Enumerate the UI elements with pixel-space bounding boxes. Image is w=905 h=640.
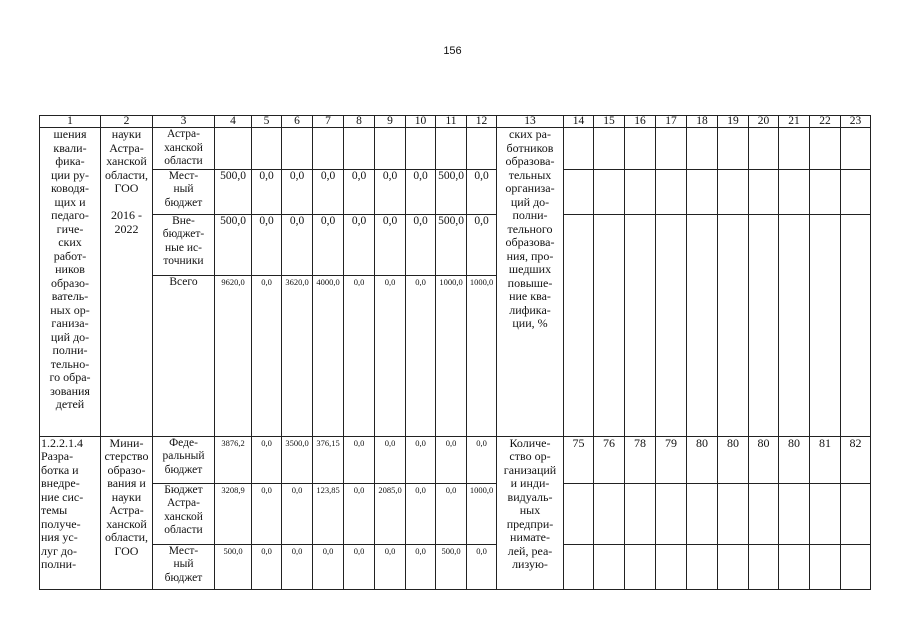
activity-cell: 1.2.2.1.4 Разра- ботка и внедре- ние сис- темы получе- ния ус- луг до- полни- bbox=[40, 436, 101, 589]
value-cell: 0,0 bbox=[313, 544, 344, 589]
target-cell bbox=[564, 169, 594, 214]
value-cell: 0,0 bbox=[344, 275, 375, 436]
header-cell: 15 bbox=[594, 116, 625, 128]
value-cell: 1000,0 bbox=[436, 275, 467, 436]
value-cell: 500,0 bbox=[215, 544, 252, 589]
target-cell bbox=[810, 483, 841, 544]
target-cell bbox=[841, 483, 871, 544]
target-cell: 76 bbox=[594, 436, 625, 483]
indicator-cell: Количе- ство ор- ганизаций и инди- видуаль- ных предпри- нимате- лей, реа- лизую- bbox=[497, 436, 564, 589]
funding-source-cell: Феде- ральный бюджет bbox=[153, 436, 215, 483]
value-cell: 3876,2 bbox=[215, 436, 252, 483]
table-row bbox=[40, 544, 871, 589]
executor-cell: науки Астра- ханской области, ГОО 2016 - 2022 bbox=[101, 128, 153, 437]
header-row bbox=[40, 116, 871, 128]
target-cell bbox=[779, 483, 810, 544]
value-cell: 500,0 bbox=[215, 169, 252, 214]
value-cell: 0,0 bbox=[252, 436, 282, 483]
value-cell: 0,0 bbox=[467, 544, 497, 589]
target-cell bbox=[625, 169, 656, 214]
table-row bbox=[40, 214, 871, 275]
header-cell: 8 bbox=[344, 116, 375, 128]
value-cell: 376,15 bbox=[313, 436, 344, 483]
budget-table bbox=[39, 115, 871, 590]
target-cell bbox=[841, 214, 871, 436]
target-cell bbox=[687, 214, 718, 436]
header-cell: 23 bbox=[841, 116, 871, 128]
target-cell bbox=[687, 544, 718, 589]
target-cell: 79 bbox=[656, 436, 687, 483]
funding-source-cell: Мест- ный бюджет bbox=[153, 544, 215, 589]
header-cell: 9 bbox=[375, 116, 406, 128]
target-cell bbox=[656, 483, 687, 544]
value-cell: 0,0 bbox=[344, 169, 375, 214]
table-row bbox=[40, 483, 871, 544]
value-cell: 0,0 bbox=[252, 275, 282, 436]
value-cell: 0,0 bbox=[406, 275, 436, 436]
value-cell: 0,0 bbox=[344, 436, 375, 483]
value-cell: 0,0 bbox=[282, 214, 313, 275]
target-cell bbox=[594, 128, 625, 170]
header-cell: 18 bbox=[687, 116, 718, 128]
target-cell bbox=[656, 128, 687, 170]
header-cell: 6 bbox=[282, 116, 313, 128]
table-row bbox=[40, 169, 871, 214]
target-cell bbox=[841, 169, 871, 214]
header-cell: 19 bbox=[718, 116, 749, 128]
header-cell: 5 bbox=[252, 116, 282, 128]
table-row bbox=[40, 436, 871, 483]
value-cell: 0,0 bbox=[282, 483, 313, 544]
value-cell: 123,85 bbox=[313, 483, 344, 544]
value-cell: 0,0 bbox=[406, 436, 436, 483]
target-cell bbox=[718, 544, 749, 589]
value-cell bbox=[344, 128, 375, 170]
target-cell bbox=[718, 169, 749, 214]
value-cell bbox=[436, 128, 467, 170]
target-cell bbox=[656, 214, 687, 436]
target-cell: 81 bbox=[810, 436, 841, 483]
value-cell: 0,0 bbox=[344, 483, 375, 544]
table-row bbox=[40, 128, 871, 170]
value-cell: 0,0 bbox=[282, 544, 313, 589]
value-cell: 0,0 bbox=[375, 275, 406, 436]
value-cell bbox=[406, 128, 436, 170]
value-cell: 0,0 bbox=[252, 169, 282, 214]
value-cell: 0,0 bbox=[344, 214, 375, 275]
funding-source-cell: Всего bbox=[153, 275, 215, 436]
header-cell: 21 bbox=[779, 116, 810, 128]
header-cell: 4 bbox=[215, 116, 252, 128]
target-cell bbox=[656, 544, 687, 589]
funding-source-cell: Астра- ханской области bbox=[153, 128, 215, 170]
value-cell: 0,0 bbox=[436, 483, 467, 544]
value-cell: 1000,0 bbox=[467, 483, 497, 544]
target-cell bbox=[687, 169, 718, 214]
value-cell: 0,0 bbox=[344, 544, 375, 589]
page-number: 156 bbox=[443, 45, 462, 57]
value-cell: 4000,0 bbox=[313, 275, 344, 436]
value-cell: 0,0 bbox=[467, 169, 497, 214]
target-cell bbox=[564, 544, 594, 589]
value-cell: 0,0 bbox=[467, 436, 497, 483]
value-cell: 0,0 bbox=[282, 169, 313, 214]
target-cell bbox=[810, 128, 841, 170]
value-cell bbox=[375, 128, 406, 170]
value-cell: 0,0 bbox=[252, 214, 282, 275]
value-cell bbox=[313, 128, 344, 170]
header-cell: 12 bbox=[467, 116, 497, 128]
header-cell: 10 bbox=[406, 116, 436, 128]
target-cell: 75 bbox=[564, 436, 594, 483]
target-cell bbox=[625, 483, 656, 544]
header-cell: 16 bbox=[625, 116, 656, 128]
target-cell bbox=[749, 544, 779, 589]
value-cell: 1000,0 bbox=[467, 275, 497, 436]
target-cell bbox=[687, 483, 718, 544]
value-cell: 2085,0 bbox=[375, 483, 406, 544]
header-cell: 7 bbox=[313, 116, 344, 128]
target-cell bbox=[749, 214, 779, 436]
header-cell: 3 bbox=[153, 116, 215, 128]
value-cell: 500,0 bbox=[215, 214, 252, 275]
value-cell: 0,0 bbox=[406, 169, 436, 214]
value-cell: 0,0 bbox=[375, 169, 406, 214]
target-cell: 80 bbox=[718, 436, 749, 483]
value-cell: 500,0 bbox=[436, 169, 467, 214]
target-cell bbox=[718, 483, 749, 544]
target-cell bbox=[687, 128, 718, 170]
target-cell bbox=[841, 128, 871, 170]
value-cell: 0,0 bbox=[252, 544, 282, 589]
target-cell bbox=[779, 544, 810, 589]
value-cell: 0,0 bbox=[375, 436, 406, 483]
value-cell bbox=[252, 128, 282, 170]
target-cell bbox=[718, 128, 749, 170]
target-cell bbox=[594, 214, 625, 436]
target-cell bbox=[625, 128, 656, 170]
target-cell bbox=[841, 544, 871, 589]
header-cell: 14 bbox=[564, 116, 594, 128]
target-cell bbox=[779, 128, 810, 170]
header-cell: 20 bbox=[749, 116, 779, 128]
target-cell bbox=[749, 169, 779, 214]
value-cell: 500,0 bbox=[436, 214, 467, 275]
value-cell bbox=[467, 128, 497, 170]
value-cell: 0,0 bbox=[252, 483, 282, 544]
header-cell: 17 bbox=[656, 116, 687, 128]
funding-source-cell: Вне- бюджет- ные ис- точники bbox=[153, 214, 215, 275]
value-cell: 0,0 bbox=[436, 436, 467, 483]
value-cell bbox=[215, 128, 252, 170]
value-cell: 9620,0 bbox=[215, 275, 252, 436]
target-cell bbox=[594, 544, 625, 589]
activity-cell: шения квали- фика- ции ру- ководя- щих и педаго- гиче- ских работ- ников образо- ватель- ных ор- ганиза- ций до- полни- тельно- го обра- зования детей bbox=[40, 128, 101, 437]
target-cell bbox=[810, 169, 841, 214]
target-cell bbox=[564, 214, 594, 436]
target-cell bbox=[810, 214, 841, 436]
value-cell: 0,0 bbox=[406, 214, 436, 275]
target-cell bbox=[625, 544, 656, 589]
target-cell bbox=[594, 169, 625, 214]
target-cell bbox=[718, 214, 749, 436]
target-cell bbox=[779, 214, 810, 436]
value-cell: 3620,0 bbox=[282, 275, 313, 436]
value-cell: 0,0 bbox=[406, 483, 436, 544]
target-cell: 78 bbox=[625, 436, 656, 483]
target-cell: 80 bbox=[687, 436, 718, 483]
header-cell: 13 bbox=[497, 116, 564, 128]
value-cell: 500,0 bbox=[436, 544, 467, 589]
indicator-cell: ских ра- ботников образова- тельных организа- ций до- полни- тельного образова- ния, про- шедших повыше- ние ква- лифика- ции, % bbox=[497, 128, 564, 437]
target-cell bbox=[656, 169, 687, 214]
target-cell bbox=[564, 483, 594, 544]
value-cell: 3208,9 bbox=[215, 483, 252, 544]
target-cell: 80 bbox=[749, 436, 779, 483]
funding-source-cell: Бюджет Астра- ханской области bbox=[153, 483, 215, 544]
header-cell: 22 bbox=[810, 116, 841, 128]
value-cell: 0,0 bbox=[375, 544, 406, 589]
target-cell: 82 bbox=[841, 436, 871, 483]
value-cell: 0,0 bbox=[375, 214, 406, 275]
executor-cell: Мини- стерство образо- вания и науки Астра- ханской области, ГОО bbox=[101, 436, 153, 589]
header-cell: 2 bbox=[101, 116, 153, 128]
target-cell bbox=[625, 214, 656, 436]
target-cell bbox=[779, 169, 810, 214]
funding-source-cell: Мест- ный бюджет bbox=[153, 169, 215, 214]
target-cell: 80 bbox=[779, 436, 810, 483]
value-cell: 0,0 bbox=[406, 544, 436, 589]
value-cell: 3500,0 bbox=[282, 436, 313, 483]
header-cell: 1 bbox=[40, 116, 101, 128]
value-cell bbox=[282, 128, 313, 170]
header-cell: 11 bbox=[436, 116, 467, 128]
target-cell bbox=[749, 128, 779, 170]
target-cell bbox=[594, 483, 625, 544]
value-cell: 0,0 bbox=[467, 214, 497, 275]
value-cell: 0,0 bbox=[313, 214, 344, 275]
target-cell bbox=[564, 128, 594, 170]
target-cell bbox=[810, 544, 841, 589]
target-cell bbox=[749, 483, 779, 544]
value-cell: 0,0 bbox=[313, 169, 344, 214]
